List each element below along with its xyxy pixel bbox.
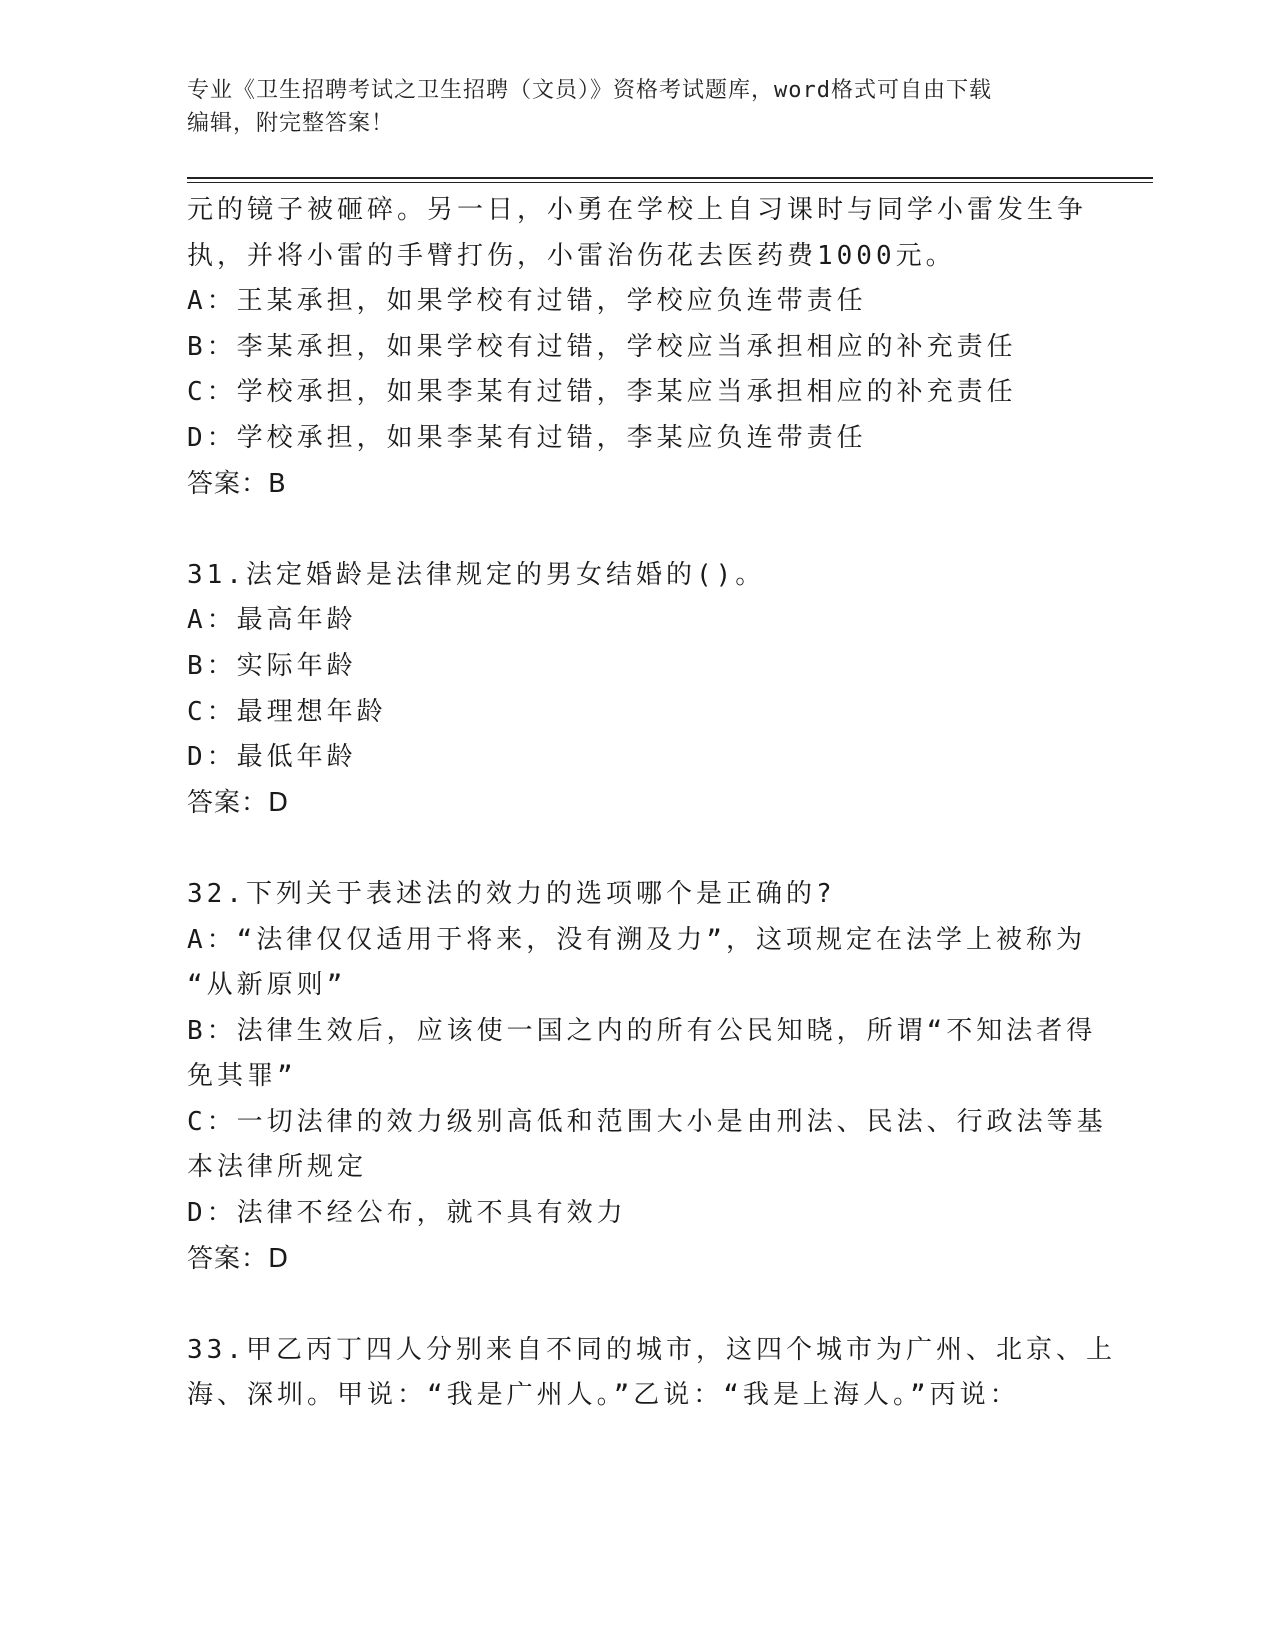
header-line-2: 编辑，附完整答案！	[187, 111, 395, 136]
header-line-1: 专业《卫生招聘考试之卫生招聘（文员）》资格考试题库，word格式可自由下载	[187, 78, 992, 103]
question-32-option-d: D：法律不经公布，就不具有效力	[187, 1198, 627, 1229]
question-30-option-a: A：王某承担，如果学校有过错，学校应负连带责任	[187, 286, 867, 317]
question-31-option-d: D：最低年龄	[187, 742, 357, 773]
question-33	[187, 1328, 1116, 1419]
question-30-option-b: B：李某承担，如果学校有过错，学校应当承担相应的补充责任	[187, 331, 1017, 362]
question-32	[187, 872, 1107, 1282]
question-31	[187, 553, 1087, 827]
question-31-option-c: C：最理想年龄	[187, 696, 387, 727]
question-30-stem-continued-1: 元的镜子被砸碎。另一日，小勇在学校上自习课时与同学小雷发生争	[187, 195, 1088, 225]
spacer	[187, 826, 1087, 872]
question-32-option-c-line-2: 本法律所规定	[187, 1152, 368, 1183]
question-31-option-b: B：实际年龄	[187, 650, 357, 681]
header-rule-thick	[187, 177, 1153, 179]
spacer	[187, 507, 1087, 553]
question-30-option-d: D：学校承担，如果李某有过错，李某应负连带责任	[187, 422, 867, 453]
spacer	[187, 1282, 1087, 1328]
question-33-stem-line-1: 33.甲乙丙丁四人分别来自不同的城市，这四个城市为广州、北京、上	[187, 1334, 1116, 1365]
question-31-stem: 31.法定婚龄是法律规定的男女结婚的()。	[187, 559, 766, 590]
question-32-option-a-line-2: “从新原则”	[187, 970, 347, 1001]
question-32-option-a-line-1: A：“法律仅仅适用于将来，没有溯及力”，这项规定在法学上被称为	[187, 924, 1086, 955]
question-30-stem-continued-2: 执，并将小雷的手臂打伤，小雷治伤花去医药费1000元。	[187, 240, 956, 271]
question-30	[187, 188, 1087, 507]
question-30-option-c: C：学校承担，如果李某有过错，李某应当承担相应的补充责任	[187, 377, 1017, 408]
question-32-option-b-line-2: 免其罪”	[187, 1061, 297, 1092]
question-31-option-a: A：最高年龄	[187, 605, 357, 636]
document-body	[187, 188, 1116, 1419]
header-rule-thin	[187, 182, 1153, 183]
question-32-answer: 答案：D	[187, 1243, 290, 1274]
question-32-option-c-line-1: C：一切法律的效力级别高低和范围大小是由刑法、民法、行政法等基	[187, 1106, 1107, 1137]
question-32-option-b-line-1: B：法律生效后，应该使一国之内的所有公民知晓，所谓“不知法者得	[187, 1015, 1097, 1046]
question-33-stem-line-2: 海、深圳。甲说：“我是广州人。”乙说：“我是上海人。”丙说：	[187, 1380, 1020, 1411]
document-header	[187, 74, 1067, 140]
question-32-stem: 32.下列关于表述法的效力的选项哪个是正确的?	[187, 878, 836, 909]
question-30-answer: 答案：B	[187, 468, 287, 499]
question-31-answer: 答案：D	[187, 787, 290, 818]
